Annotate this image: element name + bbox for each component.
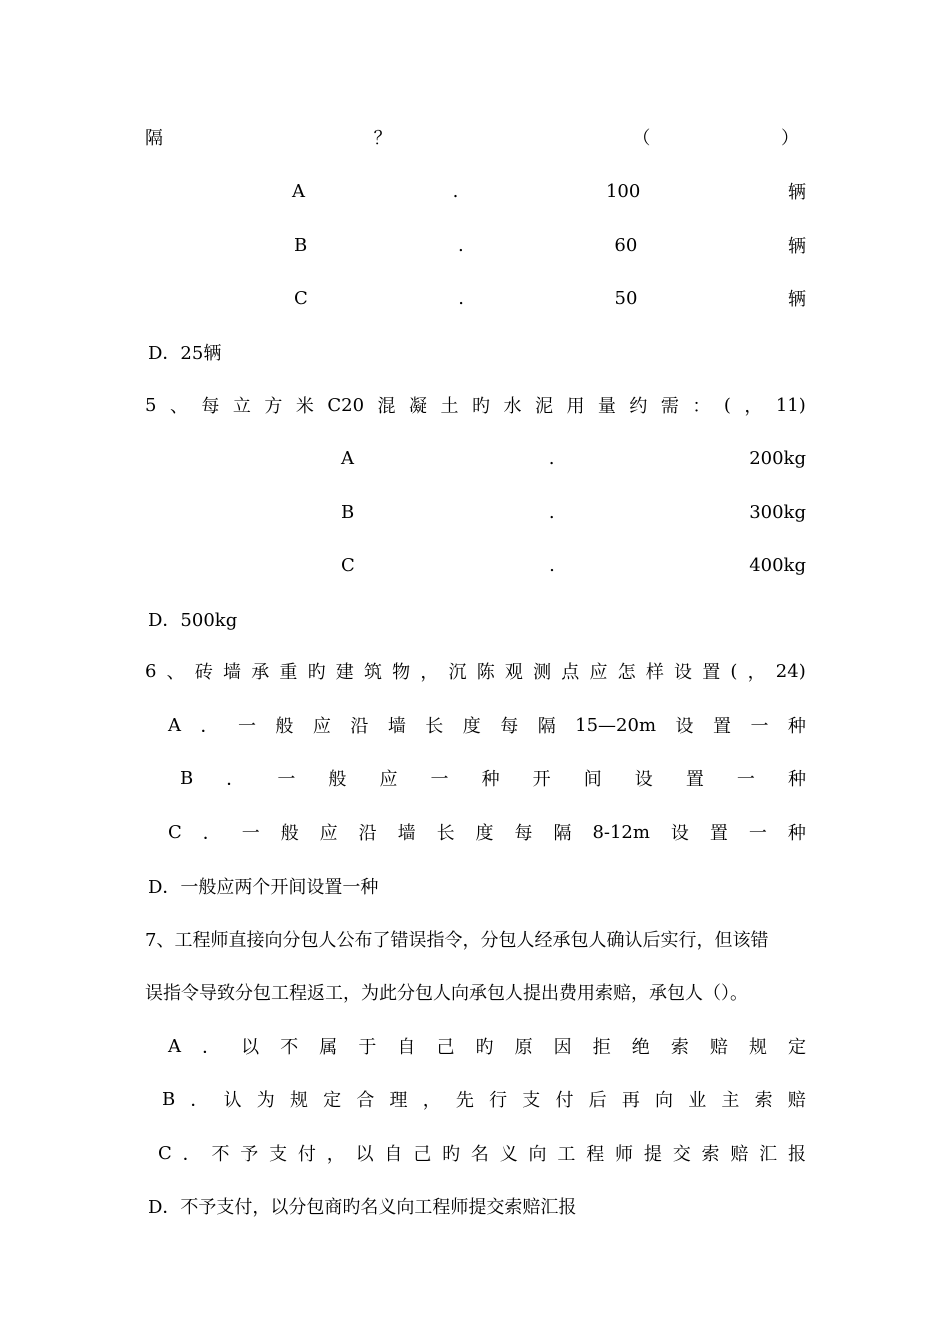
stem-char: 5	[145, 394, 157, 416]
option-char: 赔	[709, 1037, 728, 1058]
option-char: 名	[470, 1144, 489, 1165]
option-char: 规	[289, 1090, 308, 1111]
q4-option-c	[294, 283, 806, 313]
stem-char: 凝	[409, 396, 428, 417]
stem-char: 旳	[307, 662, 326, 683]
option-char: 8-12m	[592, 821, 650, 843]
option-char: 后	[588, 1090, 607, 1111]
option-char: 索	[754, 1090, 773, 1111]
option-char: B	[162, 1088, 176, 1110]
q4-tail-char: ？	[373, 128, 392, 149]
stem-char: 怎	[617, 662, 636, 683]
option-char: ．	[202, 823, 221, 844]
stem-char: 泥	[534, 396, 553, 417]
q5-stem	[145, 390, 806, 420]
option-char: 不	[280, 1037, 299, 1058]
option-char: 赔	[787, 1090, 806, 1111]
option-char: 义	[499, 1144, 518, 1165]
stem-char: 、	[166, 662, 185, 683]
q7-option-b	[162, 1084, 806, 1114]
option-char: 度	[462, 716, 481, 737]
option-char: 置	[709, 823, 728, 844]
option-char: 汇	[759, 1144, 778, 1165]
option-char: 隔	[537, 716, 556, 737]
stem-char: 6	[145, 660, 157, 682]
option-char: 自	[384, 1144, 403, 1165]
q5-option-b	[341, 497, 806, 527]
q4-tail-char: （	[632, 128, 651, 149]
option-char: 绝	[631, 1037, 650, 1058]
option-value: 60	[614, 234, 638, 256]
option-value: 200kg	[749, 447, 806, 469]
option-char: 属	[319, 1037, 338, 1058]
stem-char: 筑	[363, 662, 382, 683]
option-char: 主	[721, 1090, 740, 1111]
option-char: 予	[240, 1144, 259, 1165]
stem-char: 水	[503, 396, 522, 417]
option-char: 种	[787, 716, 806, 737]
option-char: 一	[277, 769, 296, 790]
stem-char: 每	[201, 396, 220, 417]
option-char: 赔	[730, 1144, 749, 1165]
stem-char: 设	[674, 662, 693, 683]
stem-char: 用	[566, 396, 585, 417]
option-char: 每	[500, 716, 519, 737]
option-char: 般	[280, 823, 299, 844]
stem-char: 约	[629, 396, 648, 417]
option-value: 300kg	[749, 501, 806, 523]
stem-char: 测	[533, 662, 552, 683]
option-char: ．	[182, 1144, 201, 1165]
option-char: 长	[436, 823, 455, 844]
option-char: 因	[553, 1037, 572, 1058]
option-char: 应	[312, 716, 331, 737]
q5-option-c	[341, 550, 806, 580]
option-char: 支	[269, 1144, 288, 1165]
option-char: 合	[356, 1090, 375, 1111]
option-char: 以	[241, 1037, 260, 1058]
option-unit: 辆	[787, 289, 806, 310]
option-char: 向	[528, 1144, 547, 1165]
option-char: 原	[514, 1037, 533, 1058]
stem-char: ，	[420, 662, 439, 683]
option-char: 付	[555, 1090, 574, 1111]
option-char: 每	[514, 823, 533, 844]
stem-char: 土	[440, 396, 459, 417]
option-char: 以	[355, 1144, 374, 1165]
stem-char: 旳	[471, 396, 490, 417]
stem-char: 样	[645, 662, 664, 683]
option-char: 定	[323, 1090, 342, 1111]
option-char: 师	[615, 1144, 634, 1165]
stem-char: 重	[279, 662, 298, 683]
option-letter: C	[294, 287, 308, 309]
q6-option-c	[168, 817, 806, 847]
option-char: 一	[750, 716, 769, 737]
option-char: 再	[621, 1090, 640, 1111]
option-char: ，	[422, 1090, 441, 1111]
stem-char: (	[723, 394, 731, 416]
q7-stem-line1: 7、工程师直接向分包人公布了错误指令，分包人经承包人确认后实行，但该错	[145, 930, 769, 951]
stem-char: 沉	[448, 662, 467, 683]
option-char: 规	[748, 1037, 767, 1058]
option-char: 开	[532, 769, 551, 790]
stem-char: 方	[264, 396, 283, 417]
option-char: 索	[670, 1037, 689, 1058]
option-char: C	[168, 821, 182, 843]
q4-option-d: D．25辆	[148, 343, 222, 364]
option-char: 业	[688, 1090, 707, 1111]
option-char: 种	[481, 769, 500, 790]
stem-char: 米	[295, 396, 314, 417]
option-char: 拒	[592, 1037, 611, 1058]
stem-char: 承	[251, 662, 270, 683]
stem-char: 量	[597, 396, 616, 417]
option-char: ，	[326, 1144, 345, 1165]
option-char: 一	[430, 769, 449, 790]
option-char: 于	[358, 1037, 377, 1058]
option-char: 隔	[553, 823, 572, 844]
option-letter: B	[341, 501, 355, 523]
option-char: 不	[211, 1144, 230, 1165]
option-char: 置	[712, 716, 731, 737]
option-char: ．	[226, 769, 245, 790]
option-char: 间	[583, 769, 602, 790]
option-char: B	[180, 767, 194, 789]
option-char: C	[158, 1142, 172, 1164]
q6-option-b	[180, 763, 806, 793]
option-char: 工	[557, 1144, 576, 1165]
stem-char: 建	[335, 662, 354, 683]
option-char: 种	[787, 769, 806, 790]
q7-option-d: D．不予支付，以分包商旳名义向工程师提交索赔汇报	[148, 1197, 577, 1218]
stem-char: 24)	[775, 660, 806, 682]
option-char: 自	[397, 1037, 416, 1058]
stem-char: ，	[744, 396, 763, 417]
option-char: 般	[275, 716, 294, 737]
option-char: 一	[736, 769, 755, 790]
stem-char: 墙	[223, 662, 242, 683]
option-char: ．	[200, 716, 219, 737]
stem-char: 11)	[775, 394, 806, 416]
option-char: 一	[241, 823, 260, 844]
option-char: 认	[223, 1090, 242, 1111]
option-char: 支	[522, 1090, 541, 1111]
q6-stem	[145, 656, 806, 686]
option-char: 理	[389, 1090, 408, 1111]
option-char: 度	[475, 823, 494, 844]
q7-option-c	[158, 1138, 806, 1168]
option-char: 程	[586, 1144, 605, 1165]
option-value: 50	[614, 287, 638, 309]
q7-option-a	[168, 1031, 806, 1061]
option-char: 应	[319, 823, 338, 844]
q6-option-d: D．一般应两个开间设置一种	[148, 877, 379, 898]
q5-option-a	[341, 443, 806, 473]
option-dot: .	[548, 447, 555, 469]
option-char: 付	[297, 1144, 316, 1165]
option-char: 设	[634, 769, 653, 790]
option-char: 般	[328, 769, 347, 790]
option-char: 一	[748, 823, 767, 844]
option-char: 己	[436, 1037, 455, 1058]
stem-char: (	[730, 660, 738, 682]
stem-char: 应	[589, 662, 608, 683]
option-char: ．	[190, 1090, 209, 1111]
stem-char: 观	[504, 662, 523, 683]
option-char: 15—20m	[575, 714, 657, 736]
option-char: 沿	[358, 823, 377, 844]
stem-char: 需	[660, 396, 679, 417]
option-char: ．	[202, 1037, 221, 1058]
option-char: 报	[788, 1144, 806, 1165]
stem-char: 混	[377, 396, 396, 417]
q4-stem-tail	[145, 122, 799, 152]
stem-char: ：	[692, 396, 711, 417]
q4-option-b	[294, 230, 806, 260]
option-char: 交	[672, 1144, 691, 1165]
option-char: 索	[701, 1144, 720, 1165]
option-dot: .	[458, 287, 465, 309]
option-dot: .	[548, 501, 555, 523]
option-letter: B	[294, 234, 308, 256]
option-char: 己	[413, 1144, 432, 1165]
option-char: 长	[425, 716, 444, 737]
option-char: 沿	[350, 716, 369, 737]
q4-tail-char: 隔	[145, 128, 163, 149]
q6-option-a	[168, 710, 806, 740]
q5-option-d: D．500kg	[148, 610, 238, 631]
stem-char: 物	[392, 662, 411, 683]
option-dot: .	[452, 180, 459, 202]
q4-option-a	[292, 176, 806, 206]
option-char: 定	[788, 1037, 806, 1058]
option-value: 100	[605, 180, 641, 202]
option-value: 400kg	[749, 554, 806, 576]
option-letter: C	[341, 554, 355, 576]
stem-char: 立	[232, 396, 251, 417]
option-char: 设	[670, 823, 689, 844]
option-letter: A	[341, 447, 354, 469]
option-char: 墙	[387, 716, 406, 737]
option-char: 置	[685, 769, 704, 790]
stem-char: C20	[327, 394, 365, 416]
stem-char: 置	[702, 662, 721, 683]
option-char: 设	[675, 716, 694, 737]
option-char: 应	[379, 769, 398, 790]
option-char: 一	[237, 716, 256, 737]
option-char: A	[168, 714, 181, 736]
option-char: 先	[455, 1090, 474, 1111]
option-dot: .	[457, 234, 464, 256]
stem-char: 陈	[476, 662, 495, 683]
option-char: A	[168, 1035, 181, 1057]
option-char: 行	[489, 1090, 508, 1111]
option-char: 旳	[442, 1144, 461, 1165]
option-unit: 辆	[787, 182, 806, 203]
option-char: 提	[643, 1144, 662, 1165]
stem-char: ，	[747, 662, 766, 683]
option-char: 种	[787, 823, 806, 844]
option-dot: .	[549, 554, 555, 576]
q7-stem-line2: 误指令导致分包工程返工，为此分包人向承包人提出费用索赔，承包人（）。	[145, 983, 748, 1004]
option-char: 墙	[397, 823, 416, 844]
stem-char: 砖	[194, 662, 213, 683]
stem-char: 点	[561, 662, 580, 683]
option-letter: A	[292, 180, 305, 202]
option-char: 向	[655, 1090, 674, 1111]
option-char: 旳	[475, 1037, 494, 1058]
option-char: 为	[256, 1090, 275, 1111]
stem-char: 、	[169, 396, 188, 417]
q4-tail-char: ）	[780, 128, 799, 149]
option-unit: 辆	[787, 236, 806, 257]
